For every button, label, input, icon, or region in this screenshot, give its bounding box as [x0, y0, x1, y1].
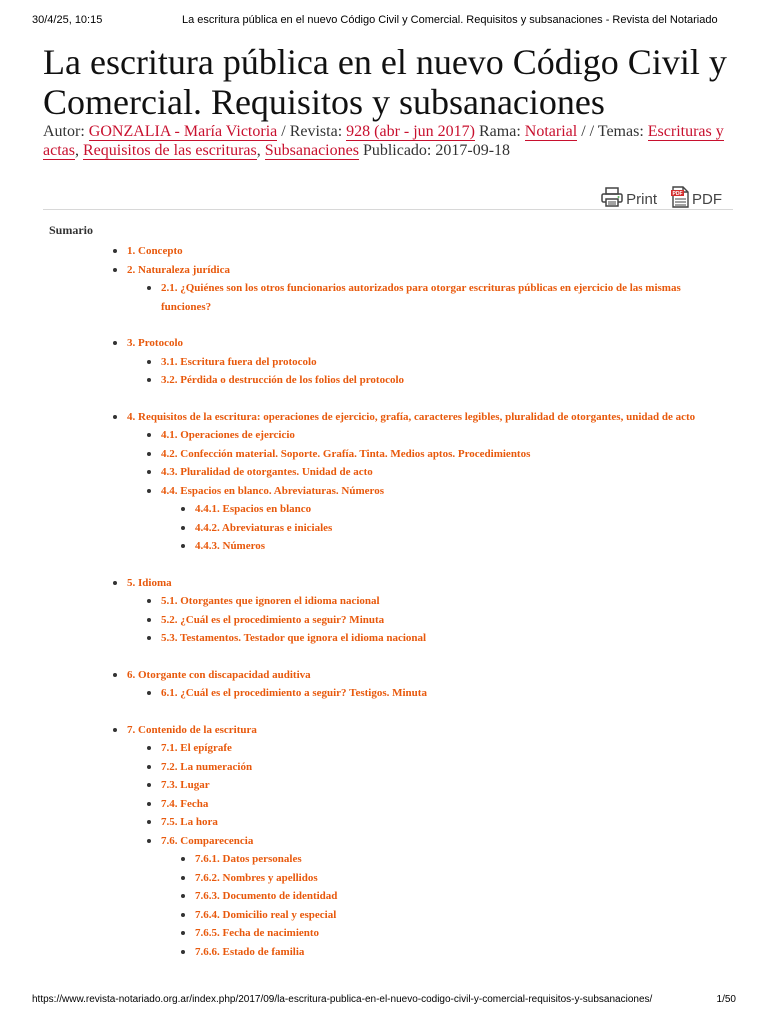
- sumario-title: Sumario: [49, 223, 94, 237]
- print-button[interactable]: [601, 187, 657, 211]
- toc-item[interactable]: 4.4. Espacios en blanco. Abreviaturas. Números: [43, 482, 733, 501]
- article-meta: Autor: GONZALIA - María Victoria / Revista: 928 (abr - jun 2017) Rama: Notarial / / Temas: Escrituras y actas, Requisitos de las escrituras, Subsanaciones Publicado: 2017-09-18: [43, 123, 724, 159]
- toc-item[interactable]: 1. Concepto: [43, 242, 733, 261]
- toc-item[interactable]: 4. Requisitos de la escritura: operaciones de ejercicio, grafía, caracteres legibles, pluralidad de otorgantes, unidad de acto: [43, 408, 733, 427]
- toc-item[interactable]: 2.1. ¿Quiénes son los otros funcionarios autorizados para otorgar escrituras públicas en ejercicio de las mismas funciones?: [43, 279, 733, 316]
- tema-link-requisitos[interactable]: Requisitos de las escrituras: [82, 142, 257, 159]
- autor-link[interactable]: GONZALIA - María Victoria: [88, 123, 278, 140]
- toc-item[interactable]: 7.1. El epígrafe: [43, 739, 733, 758]
- toc-item[interactable]: 4.4.1. Espacios en blanco: [43, 500, 733, 519]
- print-doc-title: La escritura pública en el nuevo Código Civil y Comercial. Requisitos y subsanaciones - Revista del Notariado: [182, 14, 718, 26]
- pdf-icon-badge: PDF: [672, 191, 683, 197]
- rama-label: Rama:: [479, 123, 521, 140]
- browser-print-header: [32, 14, 736, 30]
- toc-item[interactable]: 4.3. Pluralidad de otorgantes. Unidad de acto: [43, 463, 733, 482]
- toc-item[interactable]: 5.2. ¿Cuál es el procedimiento a seguir? Minuta: [43, 611, 733, 630]
- toc-item[interactable]: 5.3. Testamentos. Testador que ignora el idioma nacional: [43, 629, 733, 648]
- toc-list: [43, 242, 733, 961]
- revista-label: / Revista:: [281, 123, 343, 140]
- printer-icon: [601, 187, 623, 211]
- temas-label: / / Temas:: [581, 123, 644, 140]
- tema-link-subsanaciones[interactable]: Subsanaciones: [264, 142, 359, 159]
- toc-item[interactable]: 7. Contenido de la escritura: [43, 721, 733, 740]
- tema-link-escrituras-actas[interactable]: Escrituras y actas: [43, 123, 724, 159]
- toc-item[interactable]: 6.1. ¿Cuál es el procedimiento a seguir? Testigos. Minuta: [43, 684, 733, 703]
- toc-item[interactable]: 5.1. Otorgantes que ignoren el idioma nacional: [43, 592, 733, 611]
- article-title: La escritura pública en el nuevo Código Civil y Comercial. Requisitos y subsanaciones: [43, 42, 727, 122]
- revista-link[interactable]: 928 (abr - jun 2017): [346, 123, 475, 140]
- toc-item[interactable]: 7.6. Comparecencia: [43, 832, 733, 851]
- publicado-label: Publicado:: [362, 142, 432, 159]
- toc-item[interactable]: 4.4.3. Números: [43, 537, 733, 556]
- toc-item[interactable]: 3. Protocolo: [43, 334, 733, 353]
- toc-item[interactable]: 7.6.2. Nombres y apellidos: [43, 869, 733, 888]
- toc-item[interactable]: 2. Naturaleza jurídica: [43, 261, 733, 280]
- print-label: Print: [626, 190, 657, 208]
- toc-item[interactable]: 4.4.2. Abreviaturas e iniciales: [43, 519, 733, 538]
- toc-item[interactable]: 3.2. Pérdida o destrucción de los folios del protocolo: [43, 371, 733, 390]
- toc-item[interactable]: 7.6.4. Domicilio real y especial: [43, 906, 733, 925]
- rama-link[interactable]: Notarial: [524, 123, 578, 140]
- print-timestamp: 30/4/25, 10:15: [32, 14, 103, 26]
- sumario-box: [43, 209, 733, 1000]
- toc-item[interactable]: 3.1. Escritura fuera del protocolo: [43, 353, 733, 372]
- toc-item[interactable]: 7.6.5. Fecha de nacimiento: [43, 924, 733, 943]
- toc-item[interactable]: 5. Idioma: [43, 574, 733, 593]
- toc-item[interactable]: 7.4. Fecha: [43, 795, 733, 814]
- browser-print-footer: [32, 994, 736, 1008]
- toc-item[interactable]: 7.6.1. Datos personales: [43, 850, 733, 869]
- toc-item[interactable]: 7.6.6. Estado de familia: [43, 943, 733, 962]
- page-url: https://www.revista-notariado.org.ar/index.php/2017/09/la-escritura-publica-en-el-nuevo-codigo-civil-y-comercial-requisitos-y-subsanaciones/: [32, 994, 653, 1005]
- publicado-date: 2017-09-18: [435, 142, 511, 159]
- toc-item[interactable]: 4.1. Operaciones de ejercicio: [43, 426, 733, 445]
- toc-item[interactable]: 7.3. Lugar: [43, 776, 733, 795]
- page-number: 1/50: [716, 994, 736, 1005]
- toc-item[interactable]: 4.2. Confección material. Soporte. Grafía. Tinta. Medios aptos. Procedimientos: [43, 445, 733, 464]
- toc-item[interactable]: 7.5. La hora: [43, 813, 733, 832]
- autor-label: Autor:: [43, 123, 85, 140]
- toc-item[interactable]: 7.2. La numeración: [43, 758, 733, 777]
- pdf-label: PDF: [692, 190, 722, 208]
- toc-item[interactable]: 7.6.3. Documento de identidad: [43, 887, 733, 906]
- toc-item[interactable]: 6. Otorgante con discapacidad auditiva: [43, 666, 733, 685]
